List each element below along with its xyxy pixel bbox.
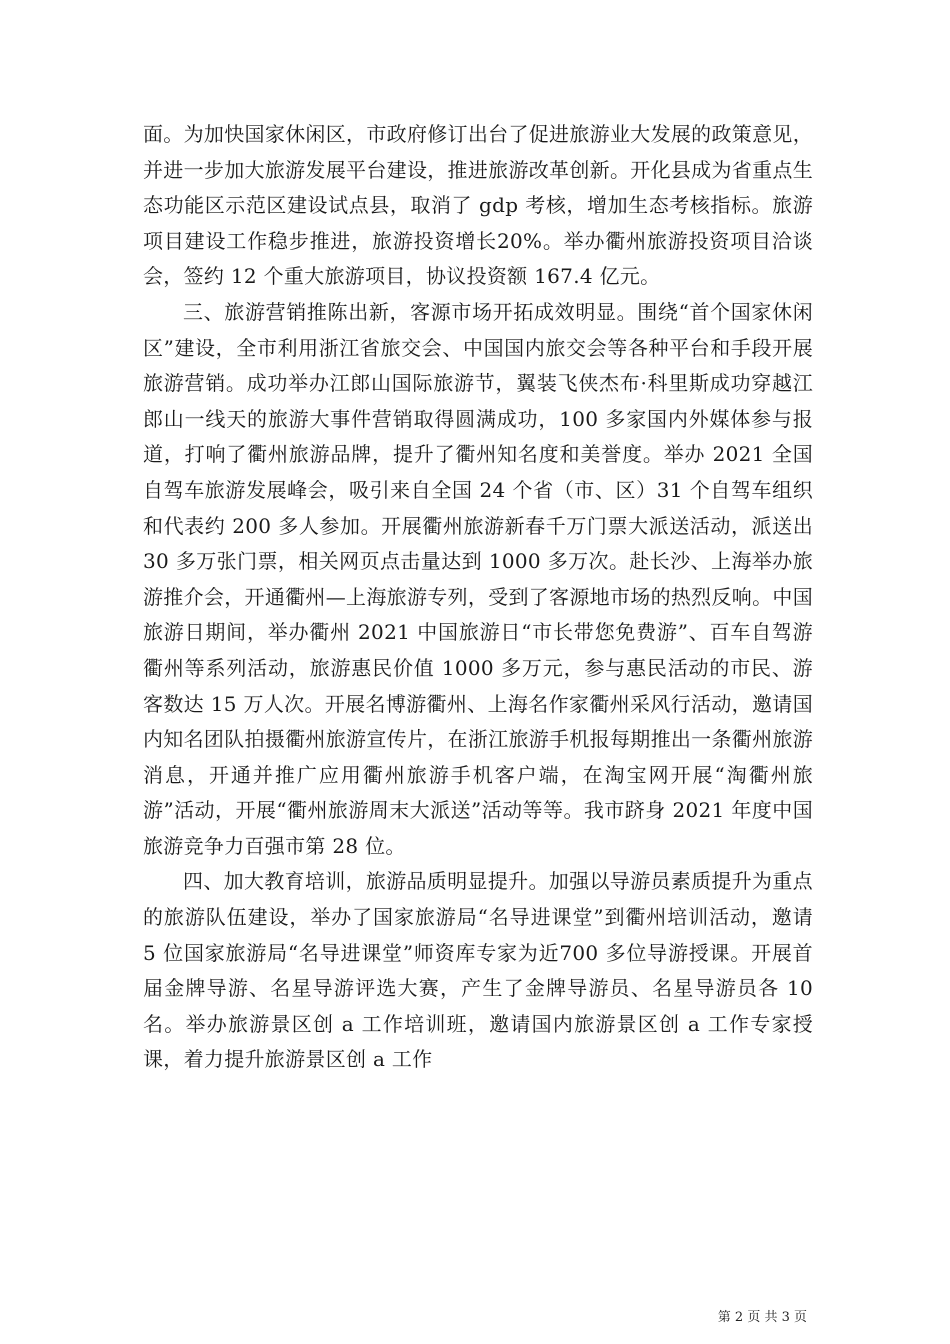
paragraph-continuation: 面。为加快国家休闲区，市政府修订出台了促进旅游业大发展的政策意见，并进一步加大旅游发展平台建设，推进旅游改革创新。开化县成为省重点生态功能区示范区建设试点县，取消了 gdp 考核，增加生态考核指标。旅游项目建设工作稳步推进，旅游投资增长20%。举办衢州旅游投资项目洽谈会，签约 12 个重大旅游项目，协议投资额 167.4 亿元。 <box>143 122 813 289</box>
document-body <box>143 117 813 1078</box>
paragraph-tourism-marketing: 三、旅游营销推陈出新，客源市场开拓成效明显。围绕“首个国家休闲区”建设，全市利用浙江省旅交会、中国国内旅交会等各种平台和手段开展旅游营销。成功举办江郎山国际旅游节，翼装飞侠杰布·科里斯成功穿越江郎山一线天的旅游大事件营销取得圆满成功，100 多家国内外媒体参与报道，打响了衢州旅游品牌，提升了衢州知名度和美誉度。举办 2021 全国自驾车旅游发展峰会，吸引来自全国 24 个省（市、区）31 个自驾车组织和代表约 200 多人参加。开展衢州旅游新春千万门票大派送活动，派送出 30 多万张门票，相关网页点击量达到 1000 多万次。赴长沙、上海举办旅游推介会，开通衢州—上海旅游专列，受到了客源地市场的热烈反响。中国旅游日期间，举办衢州 2021 中国旅游日“市长带您免费游”、百车自驾游衢州等系列活动，旅游惠民价值 1000 多万元，参与惠民活动的市民、游客数达 15 万人次。开展名博游衢州、上海名作家衢州采风行活动，邀请国内知名团队拍摄衢州旅游宣传片，在浙江旅游手机报每期推出一条衢州旅游消息，开通并推广应用衢州旅游手机客户端，在淘宝网开展“淘衢州旅游”活动，开展“衢州旅游周末大派送”活动等等。我市跻身 2021 年度中国旅游竞争力百强市第 28 位。 <box>143 299 813 858</box>
page-number-footer: 第 2 页 共 3 页 <box>717 1310 807 1325</box>
paragraph-education-training: 四、加大教育培训，旅游品质明显提升。加强以导游员素质提升为重点的旅游队伍建设，举办了国家旅游局“名导进课堂”到衢州培训活动，邀请 5 位国家旅游局“名导进课堂”师资库专家为近700 多位导游授课。开展首届金牌导游、名星导游评选大赛，产生了金牌导游员、名星导游员各 10 名。举办旅游景区创 a 工作培训班，邀请国内旅游景区创 a 工作专家授课，着力提升旅游景区创 a 工作 <box>143 869 813 1072</box>
